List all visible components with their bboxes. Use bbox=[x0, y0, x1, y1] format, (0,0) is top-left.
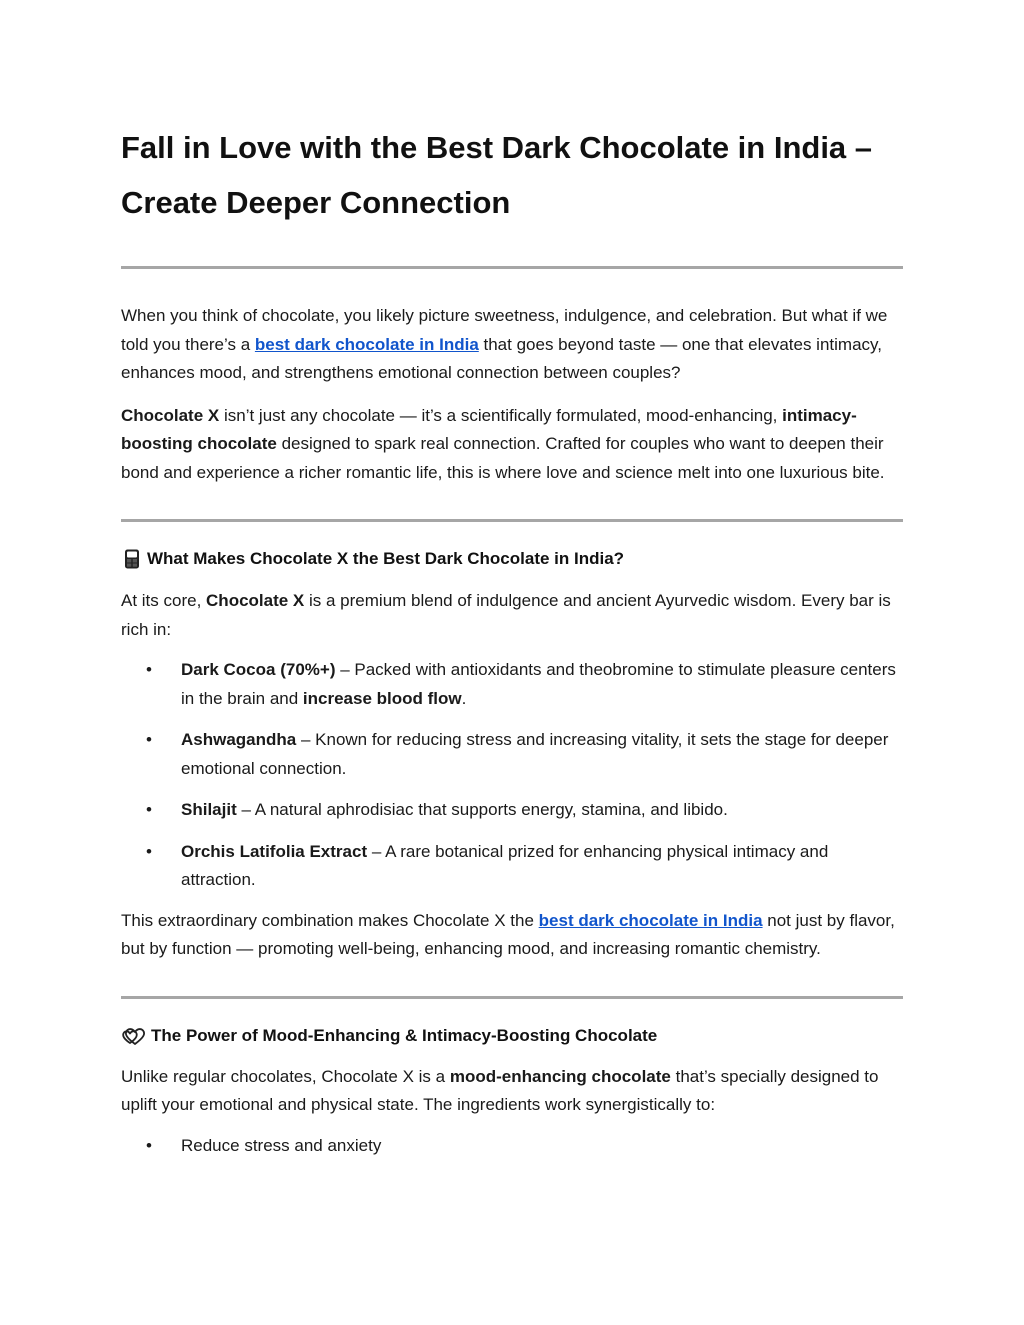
list-item: • Dark Cocoa (70%+) – Packed with antioxidants and theobromine to stimulate pleasure centers in the brain and increase blood flow. bbox=[121, 656, 903, 713]
bullet: • bbox=[146, 660, 152, 679]
bullet: • bbox=[146, 800, 152, 819]
list-item: • Shilajit – A natural aphrodisiac that supports energy, stamina, and libido. bbox=[121, 796, 903, 825]
section-heading: The Power of Mood-Enhancing & Intimacy-Boosting Chocolate bbox=[121, 1022, 903, 1050]
bullet: • bbox=[146, 730, 152, 749]
best-dark-chocolate-link[interactable]: best dark chocolate in India bbox=[538, 910, 763, 930]
ingredient-list bbox=[121, 656, 903, 895]
section-lead: Unlike regular chocolates, Chocolate X is a mood-enhancing chocolate that’s specially designed to uplift your emotional and physical state. The ingredients work synergistically to: bbox=[121, 1066, 879, 1114]
section-closing-paragraph: This extraordinary combination makes Chocolate X the best dark chocolate in India not just by flavor, but by function — promoting well-being, enhancing mood, and increasing romantic chemistry. bbox=[121, 910, 895, 958]
page-title: Fall in Love with the Best Dark Chocolate in India – Create Deeper Connection bbox=[121, 130, 873, 220]
bullet: • bbox=[146, 841, 152, 861]
bullet: • bbox=[146, 1135, 152, 1155]
section-heading: What Makes Chocolate X the Best Dark Chocolate in India? bbox=[121, 545, 903, 573]
list-item: • Ashwagandha – Known for reducing stress and increasing vitality, it sets the stage for deeper emotional connection. bbox=[121, 726, 903, 783]
chocolate-bar-icon bbox=[121, 548, 143, 570]
divider bbox=[121, 996, 903, 999]
benefit-list bbox=[121, 1132, 903, 1161]
intro-paragraph-1: When you think of chocolate, you likely picture sweetness, indulgence, and celebration. But what if we told you there’s a best dark chocolate in India that goes beyond taste — one that elevates intimacy, enhances mood, and strengthens emotional connection between couples? bbox=[121, 306, 888, 382]
best-dark-chocolate-link[interactable]: best dark chocolate in India bbox=[254, 334, 479, 354]
list-item: • Reduce stress and anxiety bbox=[121, 1132, 903, 1161]
section-mood-enhancing bbox=[121, 1022, 903, 1161]
intro-paragraph-2: Chocolate X isn’t just any chocolate — it’s a scientifically formulated, mood-enhancing, intimacy-boosting chocolate designed to spark real connection. Crafted for couples who want to deepen their bond and experience a richer romantic life, this is where love and science melt into one luxurious bite. bbox=[121, 405, 885, 482]
divider bbox=[121, 266, 903, 269]
section-what-makes bbox=[121, 545, 903, 964]
hearts-icon bbox=[121, 1025, 147, 1047]
list-item: • Orchis Latifolia Extract – A rare botanical prized for enhancing physical intimacy and attraction. bbox=[121, 838, 903, 895]
divider bbox=[121, 519, 903, 522]
section-lead: At its core, Chocolate X is a premium blend of indulgence and ancient Ayurvedic wisdom. Every bar is rich in: bbox=[121, 591, 891, 639]
